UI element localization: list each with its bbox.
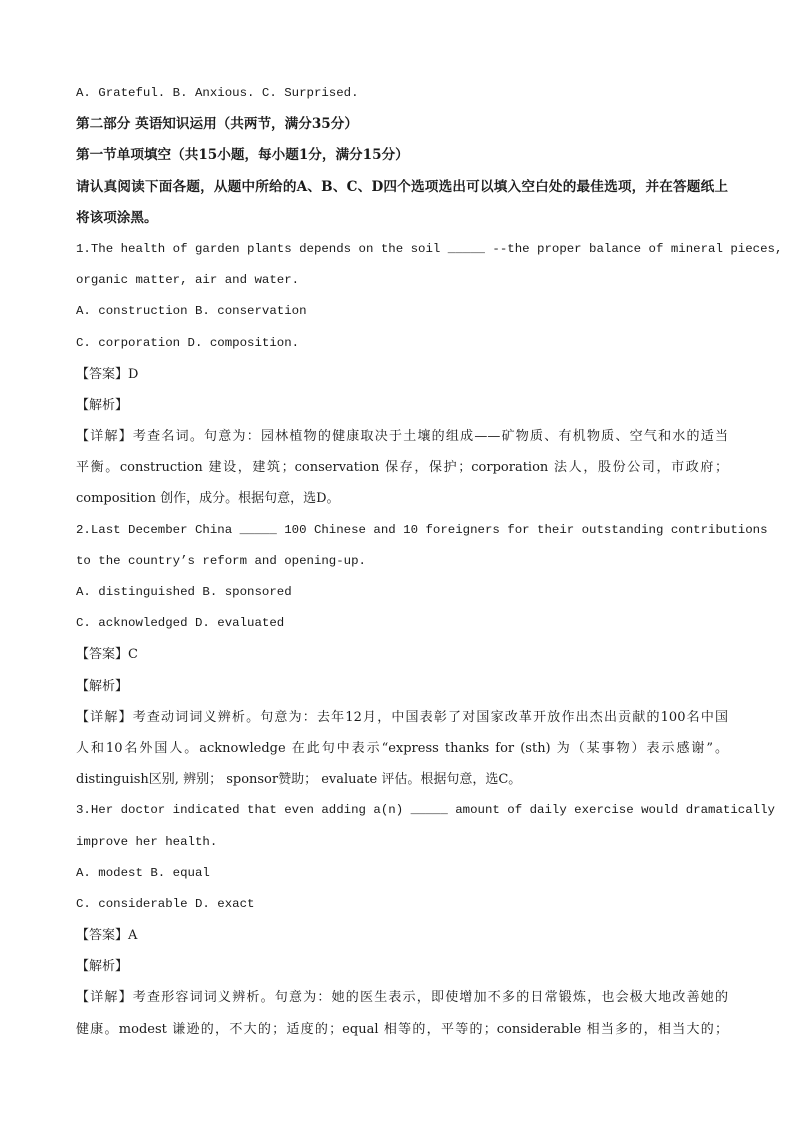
q2-answer: 【答案】C [76,647,138,663]
section-one-heading: 第一节单项填空（共15小题，每小题1分，满分15分） [76,147,409,164]
q1-detail-line-1: 【详解】考查名词。句意为：园林植物的健康取决于土壤的组成——矿物质、有机物质、空气和水的适当 [76,429,728,445]
q2-detail-line-2: 人和10名外国人。acknowledge 在此句中表示“express thanks for (sth) 为（某事物）表示感谢”。 [76,740,728,756]
part-two-heading: 第二部分 英语知识运用（共两节，满分35分） [76,116,358,133]
q1-stem-line-1: 1.The health of garden plants depends on the soil _____ --the proper balance of mineral pieces, [76,241,783,256]
q3-options-cd: C. considerable D. exact [76,896,255,911]
q3-detail-line-1: 【详解】考查形容词词义辨析。句意为：她的医生表示，即使增加不多的日常锻炼，也会极大地改善她的 [76,990,728,1006]
q2-options-cd: C. acknowledged D. evaluated [76,616,285,631]
q3-options-ab: A. modest B. equal [76,865,210,880]
q3-detail-line-2: 健康。modest 谦逊的，不大的；适度的；equal 相等的，平等的；considerable 相当多的，相当大的； [76,1021,728,1037]
q2-detail-line-1: 【详解】考查动词词义辨析。句意为：去年12月，中国表彰了对国家改革开放作出杰出贡献的100名中国 [76,709,728,725]
q1-detail-line-2: 平衡。construction 建设，建筑；conservation 保存，保护；corporation 法人，股份公司，市政府； [76,460,728,476]
q2-detail-line-3: distinguish区别, 辨别； sponsor赞助； evaluate 评估。根据句意，选C。 [76,772,522,788]
q3-stem-line-2: improve her health. [76,834,218,849]
q3-answer: 【答案】A [76,928,138,944]
q1-options-cd: C. corporation D. composition. [76,335,300,350]
q1-detail-line-3: composition 创作，成分。根据句意，选D。 [76,491,340,507]
q3-analysis-label: 【解析】 [76,959,129,975]
q1-options-ab: A. construction B. conservation [76,304,307,319]
q1-stem-line-2: organic matter, air and water. [76,273,300,288]
q2-options-ab: A. distinguished B. sponsored [76,585,292,599]
document-page [76,78,783,1045]
q2-stem-line-1: 2.Last December China _____ 100 Chinese and 10 foreigners for their outstanding contributions [76,522,768,537]
q2-stem-line-2: to the country’s reform and opening-up. [76,553,366,568]
instructions-line-1: 请认真阅读下面各题，从题中所给的A、B、C、D四个选项选出可以填入空白处的最佳选项，并在答题纸上 [76,178,728,195]
q1-answer: 【答案】D [76,366,139,382]
q1-analysis-label: 【解析】 [76,397,129,413]
options-prev: A. Grateful. B. Anxious. C. Surprised. [76,86,359,100]
q3-stem-line-1: 3.Her doctor indicated that even adding a(n) _____ amount of daily exercise would dramatically [76,803,775,818]
q2-analysis-label: 【解析】 [76,678,129,694]
instructions-line-2: 将该项涂黑。 [76,209,158,226]
